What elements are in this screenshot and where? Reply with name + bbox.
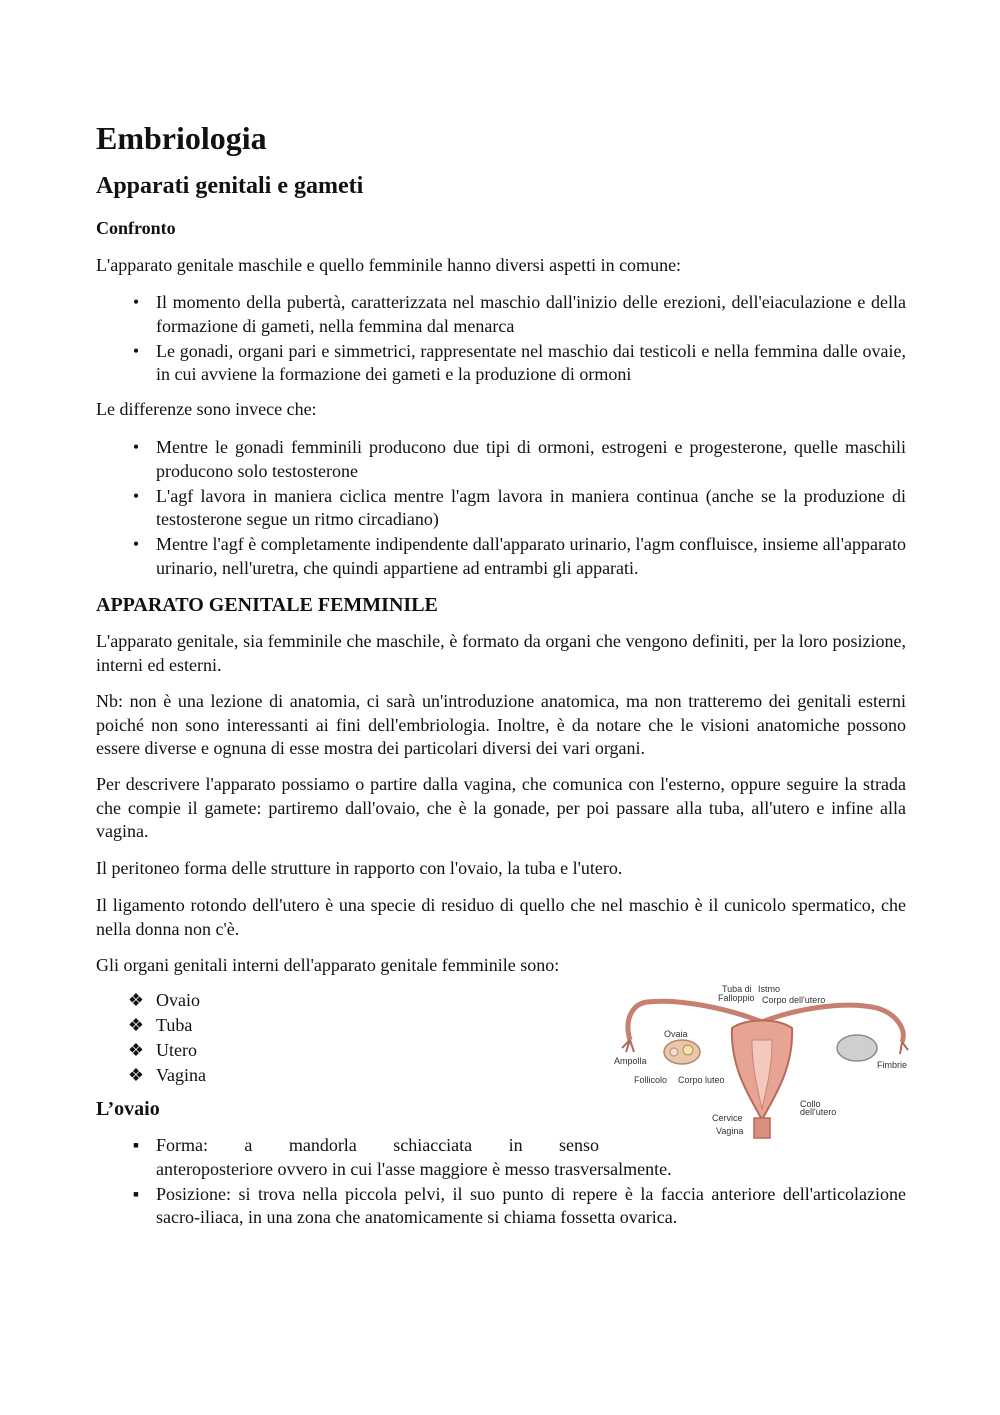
list-item: • Le gonadi, organi pari e simmetrici, rappresentate nel maschio dai testicoli e nella femmina dalle ovaie, in cui avviene la formazione dei gameti e la produzione di ormoni <box>96 340 906 387</box>
list-item: ▪ Posizione: si trova nella piccola pelvi, il suo punto di repere è la faccia anteriore dell'articolazione sacro-iliaca, in una zona che anatomicamente si chiama fossetta ovarica. <box>96 1183 906 1230</box>
list-item: ❖ Utero <box>96 1039 496 1063</box>
differences-intro: Le differenze sono invece che: <box>96 399 317 419</box>
ovaio-list <box>96 1134 906 1231</box>
label-ampolla: Ampolla <box>614 1056 647 1066</box>
label-corpo-utero: Corpo dell'utero <box>762 995 826 1005</box>
bullet-icon: • <box>132 534 140 554</box>
label-vagina: Vagina <box>716 1126 744 1136</box>
label-corpo-luteo: Corpo luteo <box>678 1075 725 1085</box>
square-bullet-icon: ▪ <box>132 1135 140 1155</box>
diamond-bullet-icon: ❖ <box>127 1040 145 1060</box>
document-title: Embriologia <box>96 120 267 156</box>
right-fimbria <box>900 1042 908 1054</box>
uterus-diagram <box>612 980 912 1140</box>
list-item: • Mentre le gonadi femminili producono due tipi di ormoni, estrogeni e progesterone, quelle maschili producono solo testosterone <box>96 436 906 483</box>
bullet-icon: • <box>132 292 140 312</box>
label-istmo: Istmo <box>758 984 781 994</box>
list-item: ❖ Vagina <box>96 1064 496 1088</box>
organs-list <box>96 989 496 1089</box>
paragraph: Gli organi genitali interni dell'apparato genitale femminile sono: <box>96 955 560 975</box>
common-list <box>96 291 906 388</box>
list-item: ▪ Forma: a mandorla schiacciata in senso anteroposteriore ovvero in cui l'asse maggiore è messo trasversalmente. <box>96 1134 906 1181</box>
bullet-icon: • <box>132 485 140 506</box>
paragraph: Nb: non è una lezione di anatomia, ci sarà un'introduzione anatomica, ma non tratteremo dei genitali esterni poiché non sono interessanti ai fini dell'embriologia. Inoltre, è da notare che le visioni anatomiche possono essere diverse e ognuna di esse mostra dei particolari diversi dei vari organi. <box>96 691 906 758</box>
bullet-icon: • <box>132 340 140 361</box>
left-ovary <box>664 1040 700 1064</box>
corpus-luteum <box>683 1045 693 1055</box>
intro-paragraph: L'apparato genitale maschile e quello femminile hanno diversi aspetti in comune: <box>96 255 682 275</box>
diamond-bullet-icon: ❖ <box>127 1015 145 1035</box>
label-follicolo: Follicolo <box>634 1075 668 1085</box>
label-cervice: Cervice <box>712 1113 743 1123</box>
paragraph: Il ligamento rotondo dell'utero è una specie di residuo di quello che nel maschio è il cunicolo spermatico, che nella donna non c'è. <box>96 895 906 939</box>
bullet-icon: • <box>132 437 140 457</box>
right-ovary <box>837 1035 877 1061</box>
paragraph: Per descrivere l'apparato possiamo o partire dalla vagina, che comunica con l'esterno, oppure seguire la strada che compie il gamete: partiremo dall'ovaio, che è la gonade, per poi passare alla tuba, all'utero e infine alla vagina. <box>96 774 906 841</box>
paragraph: Il peritoneo forma delle strutture in rapporto con l'ovaio, la tuba e l'utero. <box>96 858 623 878</box>
left-fimbria <box>622 1040 634 1052</box>
label-ovaia: Ovaia <box>664 1029 688 1039</box>
list-item: • L'agf lavora in maniera ciclica mentre l'agm lavora in maniera continua (anche se la produzione di testosterone segue un ritmo circadiano) <box>96 485 906 532</box>
vagina-shape <box>754 1118 770 1138</box>
diamond-bullet-icon: ❖ <box>127 990 145 1010</box>
label-falloppio: Falloppio <box>718 993 755 1003</box>
paragraph: L'apparato genitale, sia femminile che maschile, è formato da organi che vengono definiti, per la loro posizione, interni ed esterni. <box>96 631 906 675</box>
follicle <box>670 1048 678 1056</box>
list-item: • Il momento della pubertà, caratterizzata nel maschio dall'inizio delle erezioni, dell'eiaculazione e della formazione di gameti, nella femmina dal menarca <box>96 291 906 338</box>
list-item: ❖ Tuba <box>96 1014 496 1038</box>
differences-list <box>96 436 906 582</box>
subsection-title: Confronto <box>96 218 176 238</box>
label-tuba: Tuba di <box>722 984 752 994</box>
diamond-bullet-icon: ❖ <box>127 1065 145 1085</box>
list-item: ❖ Ovaio <box>96 989 496 1013</box>
ovaio-heading: L’ovaio <box>96 1098 160 1120</box>
label-collo: Collo <box>800 1099 821 1109</box>
list-item: • Mentre l'agf è completamente indipendente dall'apparato urinario, l'agm confluisce, insieme all'apparato urinario, nell'uretra, che quindi appartiene ad entrambi gli apparati. <box>96 533 906 580</box>
label-fimbrie: Fimbrie <box>877 1060 908 1070</box>
square-bullet-icon: ▪ <box>132 1183 140 1204</box>
label-dell-utero: dell'utero <box>800 1107 837 1117</box>
section-title: Apparati genitali e gameti <box>96 173 364 199</box>
agf-heading: APPARATO GENITALE FEMMINILE <box>96 594 438 616</box>
